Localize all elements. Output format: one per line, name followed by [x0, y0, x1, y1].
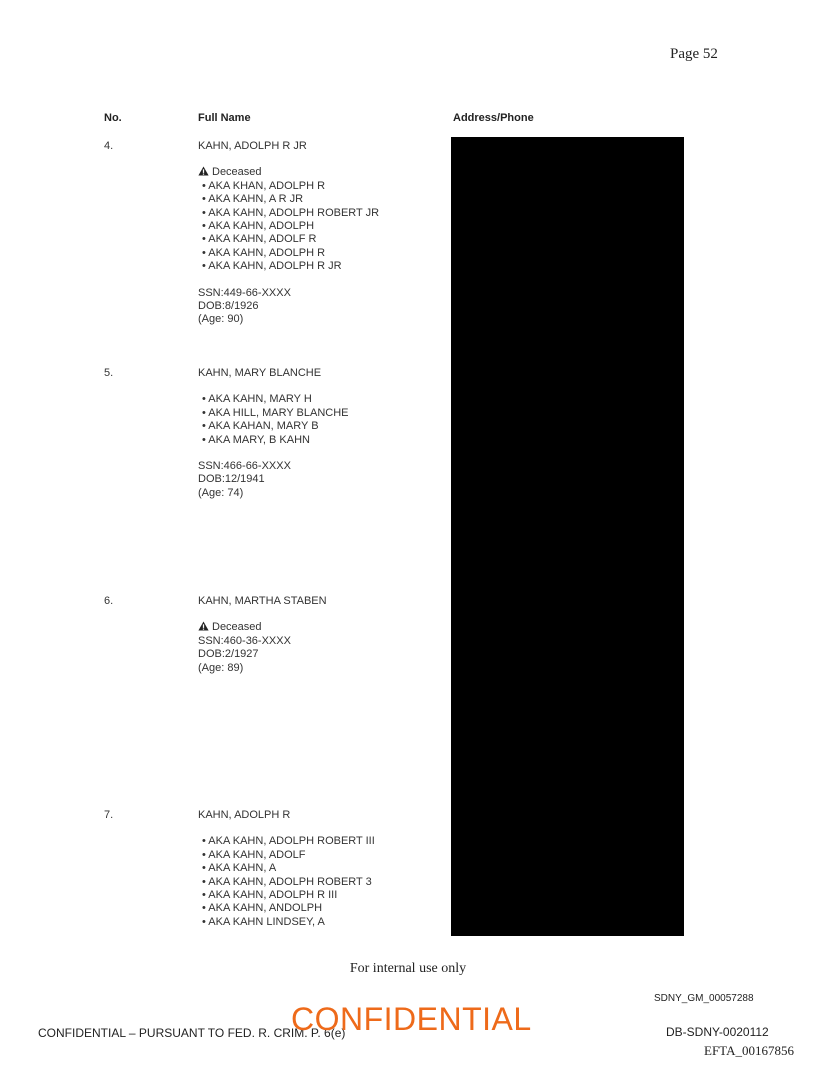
warning-triangle-icon	[198, 621, 209, 631]
record-entry	[198, 595, 327, 675]
record-number: 5.	[104, 367, 114, 379]
age: (Age: 90)	[198, 313, 244, 326]
aka-item: • AKA KAHN, ADOLPH R	[202, 246, 326, 259]
dob: DOB:12/1941	[198, 473, 265, 486]
header-no: No.	[104, 112, 122, 124]
dob: DOB:8/1926	[198, 300, 259, 313]
record-number: 6.	[104, 595, 114, 607]
aka-item: • AKA KAHAN, MARY B	[202, 420, 319, 433]
aka-item: • AKA KAHN LINDSEY, A	[202, 915, 325, 928]
deceased-indicator	[198, 166, 379, 179]
internal-use-note: For internal use only	[349, 961, 467, 976]
ssn: SSN:460-36-XXXX	[198, 634, 291, 647]
bates-number-db: DB-SDNY-0020112	[666, 1025, 769, 1039]
aka-item: • AKA KAHN, ADOLPH ROBERT 3	[202, 875, 372, 888]
warning-triangle-icon	[198, 166, 209, 176]
aka-item: • AKA KAHN, ANDOLPH	[202, 902, 323, 915]
record-name: KAHN, MARTHA STABEN	[198, 595, 327, 607]
aka-item: • AKA KAHN, ADOLPH ROBERT JR	[202, 206, 380, 219]
aka-item: • AKA KAHN, ADOLF R	[202, 233, 317, 246]
record-number: 7.	[104, 809, 114, 821]
aka-item: • AKA KAHN, A	[202, 862, 277, 875]
record-name: KAHN, ADOLPH R JR	[198, 140, 307, 152]
aka-item: • AKA MARY, B KAHN	[202, 433, 310, 446]
confidential-stamp: CONFIDENTIAL	[291, 1001, 532, 1037]
record-entry	[198, 367, 349, 500]
age: (Age: 89)	[198, 661, 244, 674]
aka-item: • AKA KHAN, ADOLPH R	[202, 179, 326, 192]
aka-item: • AKA KAHN, ADOLPH	[202, 220, 315, 233]
record-entry	[198, 140, 379, 327]
deceased-label: Deceased	[212, 166, 262, 179]
ssn: SSN:466-66-XXXX	[198, 460, 291, 473]
record-name: KAHN, MARY BLANCHE	[198, 367, 322, 379]
deceased-label: Deceased	[212, 621, 262, 634]
aka-item: • AKA KAHN, MARY H	[202, 393, 312, 406]
bates-number-sdny: SDNY_GM_00057288	[654, 993, 754, 1004]
header-full-name: Full Name	[198, 112, 251, 124]
aka-item: • AKA KAHN, ADOLPH R JR	[202, 260, 342, 273]
ssn: SSN:449-66-XXXX	[198, 286, 291, 299]
redaction-block	[451, 137, 684, 936]
aka-item: • AKA KAHN, A R JR	[202, 193, 304, 206]
aka-item: • AKA KAHN, ADOLPH ROBERT III	[202, 835, 375, 848]
confidential-notice: CONFIDENTIAL – PURSUANT TO FED. R. CRIM. P. 6(e)	[38, 1026, 346, 1040]
record-number: 4.	[104, 140, 114, 152]
record-name: KAHN, ADOLPH R	[198, 809, 291, 821]
aka-item: • AKA KAHN, ADOLF	[202, 848, 306, 861]
header-address-phone: Address/Phone	[453, 112, 534, 124]
deceased-indicator	[198, 621, 327, 634]
dob: DOB:2/1927	[198, 648, 259, 661]
record-entry	[198, 809, 375, 929]
efta-number: EFTA_00167856	[704, 1043, 794, 1058]
page-number: Page 52	[670, 46, 718, 62]
age: (Age: 74)	[198, 486, 244, 499]
aka-item: • AKA HILL, MARY BLANCHE	[202, 406, 349, 419]
aka-item: • AKA KAHN, ADOLPH R III	[202, 889, 338, 902]
